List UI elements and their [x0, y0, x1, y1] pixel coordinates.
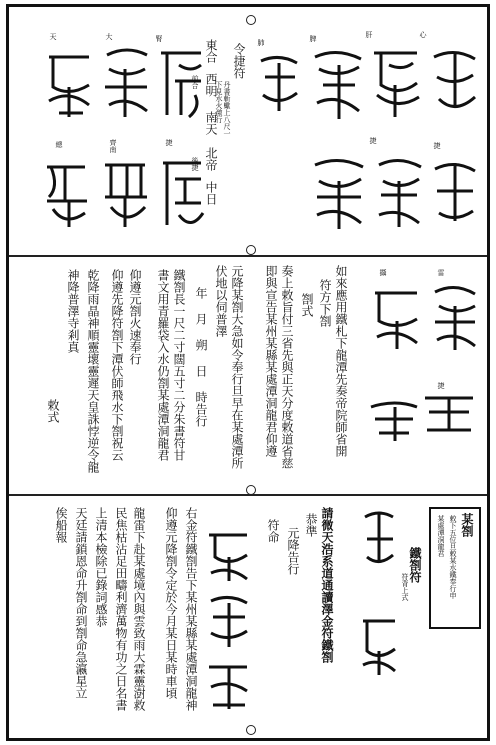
- command-note: 丹書斬蠍上八尺一: [223, 81, 231, 137]
- seal-label: 捷: [437, 382, 445, 389]
- section-divider-2: [9, 494, 487, 496]
- seal-talisman-21: [203, 591, 253, 651]
- seal-talisman-15: [369, 283, 423, 353]
- text-line: 敕式: [46, 399, 60, 423]
- title-box: [429, 507, 481, 629]
- seal-label: 肝: [365, 31, 373, 38]
- binding-hole-top: [246, 15, 256, 25]
- text-line: 符方下劄: [318, 279, 332, 327]
- seal-talisman-8: [429, 157, 481, 227]
- talisman-note: 符背上式: [401, 573, 409, 601]
- seal-label: 齊南: [109, 139, 117, 153]
- text-line: 天廷請鎖恩命升劄命到劄命急瀛星立: [74, 507, 88, 699]
- text-line: 仰遵元劄火速奉行: [128, 269, 142, 365]
- text-line: 即與宣告某州某縣某處潭洞龍君仰遵: [264, 265, 278, 457]
- command-text: 令捷符: [232, 43, 246, 79]
- scripture-page: [6, 4, 490, 741]
- seal-label: 肺: [257, 39, 265, 46]
- seal-talisman-3: [309, 45, 367, 125]
- text-line: 元降某劄大急如令奉行旦早在某處潭所: [230, 265, 244, 469]
- box-title: 某劄: [460, 513, 474, 537]
- text-line: 民焦枯沾足田疇利濟萬物有功之日名書: [114, 507, 128, 711]
- seal-label: 雷: [437, 269, 445, 276]
- text-line: 俟船報: [54, 507, 68, 543]
- seal-label: 捷: [369, 137, 377, 144]
- seal-label: 腎: [155, 35, 163, 42]
- text-line: 乾降雨晶神順靈壞靈遲天皇誅悖逆令龍: [86, 269, 100, 473]
- front-note: 前合: [191, 75, 199, 89]
- seal-label: 天: [49, 33, 57, 40]
- text-line: 書文用青羅袋入水仍劄某處潭洞龍君: [156, 269, 170, 461]
- direction-east: 東合: [204, 39, 218, 63]
- seal-label: 攝: [379, 269, 387, 276]
- text-line: 龍雷下赴某處境內與雲致雨大霖靈澍救: [132, 507, 146, 711]
- seal-talisman-19: [357, 611, 401, 677]
- text-line: 如來應用鐵札下龍潭先奏帝院師省開: [334, 265, 348, 457]
- seal-talisman-6: [99, 45, 153, 121]
- seal-talisman-1: [429, 47, 481, 117]
- text-line: 上清本檢除已錄詞感恭: [94, 507, 108, 627]
- text-line: 仰遵元降劄令定於今月某日某時車頃: [164, 507, 178, 699]
- text-line: 年 月 朔 日 時告行: [194, 287, 208, 427]
- seal-talisman-16: [419, 392, 479, 434]
- box-line: 某處潭洞龍君: [437, 515, 445, 557]
- text-line: 伏地以伺普澤: [214, 265, 228, 337]
- seal-talisman-14: [427, 282, 483, 354]
- seal-talisman-5: [155, 45, 207, 123]
- text-line: 元降告行: [286, 527, 300, 575]
- box-line: 敕下五位旦敕某水鐵奉行申: [449, 515, 457, 599]
- seal-talisman-12: [97, 157, 153, 229]
- direction-north: 北帝: [204, 147, 218, 171]
- direction-south: 南天: [204, 111, 218, 135]
- seal-talisman-20: [203, 527, 253, 583]
- text-line: 鐵劄長一尺二寸闊五寸二分朱書符甘: [172, 269, 186, 461]
- section-divider-1: [9, 255, 487, 257]
- text-line: 右金符鐵劄告下某州某縣某處潭洞龍神: [184, 507, 198, 711]
- seal-talisman-10: [309, 153, 369, 233]
- binding-hole-bottom: [246, 725, 256, 735]
- text-line: 奏上敕旨付三省先與正天分度敕道省慈: [280, 265, 294, 469]
- seal-talisman-17: [365, 399, 423, 443]
- direction-center: 中日: [204, 181, 218, 205]
- seal-talisman-9: [371, 155, 426, 231]
- seal-label: 心: [419, 31, 427, 38]
- seal-label: 捷: [433, 142, 441, 149]
- back-note: 後捷: [191, 157, 199, 171]
- talisman-name: 鐵劄符: [408, 547, 422, 583]
- seal-talisman-7: [43, 47, 95, 121]
- seal-talisman-2: [369, 45, 424, 120]
- text-line: 恭準: [304, 513, 318, 537]
- text-line: 請微天浩系道通讀澤金符鐵劄: [320, 507, 334, 663]
- seal-label: 捷: [165, 139, 173, 146]
- text-line: 神降普澤寺剎真: [66, 269, 80, 353]
- seal-talisman-13: [39, 157, 93, 229]
- direction-west: 西明: [204, 73, 218, 97]
- seal-talisman-22: [203, 659, 253, 713]
- seal-talisman-18: [359, 507, 399, 567]
- seal-label: 總: [55, 141, 63, 148]
- seal-label: 脾: [309, 35, 317, 42]
- seal-label: 大: [105, 33, 113, 40]
- seal-talisman-4: [255, 51, 303, 115]
- seal-talisman-11: [155, 155, 207, 231]
- text-line: 劄式: [300, 293, 314, 317]
- text-line: 符命: [266, 519, 280, 543]
- command-note: 下見水火激行: [215, 81, 223, 123]
- text-line: 仰遵先降符劄下潭伏師飛水下劄祝云: [110, 269, 124, 461]
- binding-hole-upper: [246, 245, 256, 255]
